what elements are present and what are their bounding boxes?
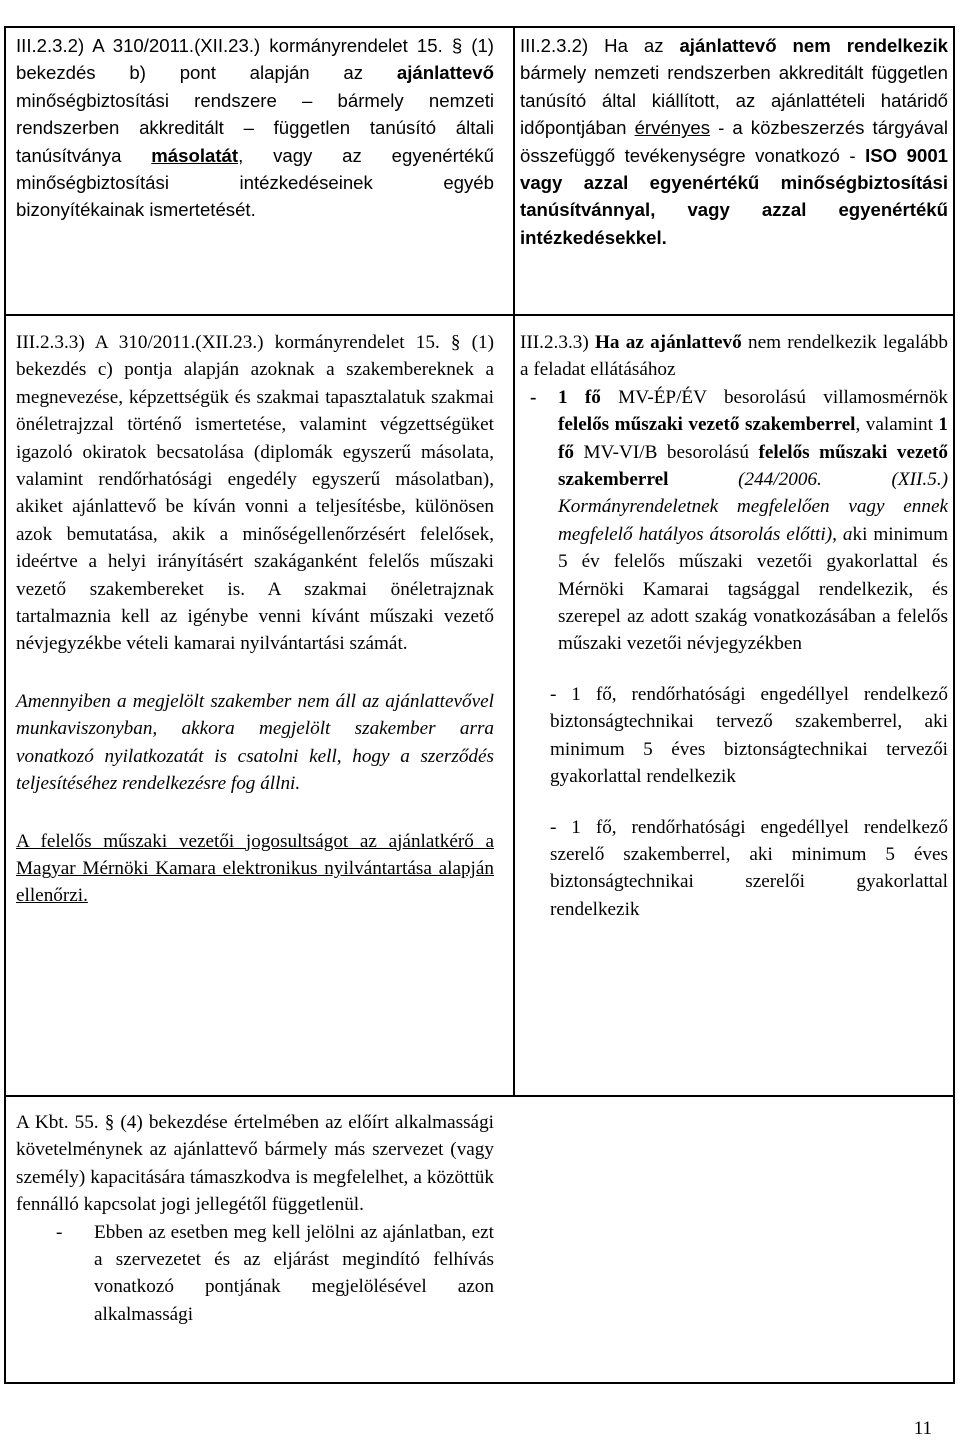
row-divider [6,1095,953,1097]
page-number: 11 [913,1418,932,1439]
row1-left-cell [16,32,494,224]
list-item: - Ebben az esetben meg kell jelölni az ajánlatban, ezt a szervezetet és az eljárást megindító felhívás vonatkozó pontjának megjelölésével azon alkalmassági [56,1221,494,1325]
row3-cell [16,1109,494,1328]
list-item: - 1 fő, rendőrhatósági engedéllyel rendelkező szerelő szakemberrel, aki minimum 5 éves biztonságtechnikai szerelői gyakorlattal rendelkezik [550,816,948,920]
list-item: - 1 fő, rendőrhatósági engedéllyel rendelkező biztonságtechnikai tervező szakemberrel, aki minimum 5 éves biztonságtechnikai tervezői gyakorlattal rendelkezik [550,683,948,788]
row2-left-para1: III.2.3.3) A 310/2011.(XII.23.) kormányrendelet 15. § (1) bekezdés c) pontja alapján azoknak a szakembereknek a megnevezése, képzettségük és szakmai tapasztalatuk szakmai önéletrajzzal történő ismertetése, valamint végzettségüket igazoló okiratok becsatolása (diplomák egyszerű másolata, valamint rendőrhatósági engedély egyszerű másolatban), akiket ajánlattevő be kíván vonni a teljesítésbe, különösen azok bemutatása, akik a minőségellenőrzésért felelősek, ideértve a helyi irányításért szakáganként felelős műszaki vezető szakembereket is. A szakmai önéletrajznak tartalmaznia kell az igénybe venni kívánt műszaki vezető névjegyzékbe vételi kamarai nyilvántartási számát. [16,332,494,655]
row2-right-cell [520,329,948,923]
column-divider [513,28,515,1097]
requirements-table [4,26,955,1384]
row3-paragraph: A Kbt. 55. § (4) bekezdése értelmében az előírt alkalmassági követelménynek az ajánlattevő bármely más szervezet (vagy személy) kapacitására támaszkodva is megfelelhet, a közöttük fennálló kapcsolat jogi jellegétől függetlenül. [16,1112,494,1216]
row1-right-paragraph: III.2.3.2) Ha az ajánlattevő nem rendelkezik bármely nemzeti rendszerben akkreditált független tanúsító által kiállított, az ajánlattételi határidő időpontjában érvényes - a közbeszerzés tárgyával összefüggő tevékenységre vonatkozó - ISO 9001 vagy azzal egyenértékű minőségbiztosítási tanúsítvánnyal, vagy azzal egyenértékű intézkedésekkel. [520,35,948,248]
row2-right-intro: III.2.3.3) Ha az ajánlattevő nem rendelkezik legalább a feladat ellátásához [520,332,948,381]
row1-left-paragraph: III.2.3.2) A 310/2011.(XII.23.) kormányrendelet 15. § (1) bekezdés b) pont alapján az ajánlattevő minőségbiztosítási rendszere – bármely nemzeti rendszerben akkreditált – független tanúsító általi tanúsítványa másolatát, vagy az egyenértékű minőségbiztosítási intézkedéseinek egyéb bizonyítékainak ismertetését. [16,35,494,221]
list-item: - 1 fő MV-ÉP/ÉV besorolású villamosmérnök felelős műszaki vezető szakemberrel, valamint 1 fő MV-VI/B besorolású felelős műszaki vezető szakemberrel (244/2006. (XII.5.) Kormányrendeletnek megfelelően vagy ennek megfelelő hatályos átsorolás előtti), aki minimum 5 év felelős műszaki vezetői gyakorlattal és Mérnöki Kamarai tagsággal rendelkezik, és szerepel az adott szakág vonatkozásában a felelős műszaki vezetői névjegyzékben [530,386,949,655]
row2-left-para3: A felelős műszaki vezetői jogosultságot az ajánlatkérő a Magyar Mérnöki Kamara elektronikus nyilvántartása alapján ellenőrzi. [16,830,494,907]
row2-left-para2: Amennyiben a megjelölt szakember nem áll az ajánlattevővel munkaviszonyban, akkora megjelölt szakember arra vonatkozó nyilatkozatát is csatolni kell, hogy a szerződés teljesítéséhez rendelkezésre fog állni. [16,690,494,795]
row2-left-cell [16,329,494,910]
row1-right-cell [520,32,948,251]
row-divider [6,314,953,316]
